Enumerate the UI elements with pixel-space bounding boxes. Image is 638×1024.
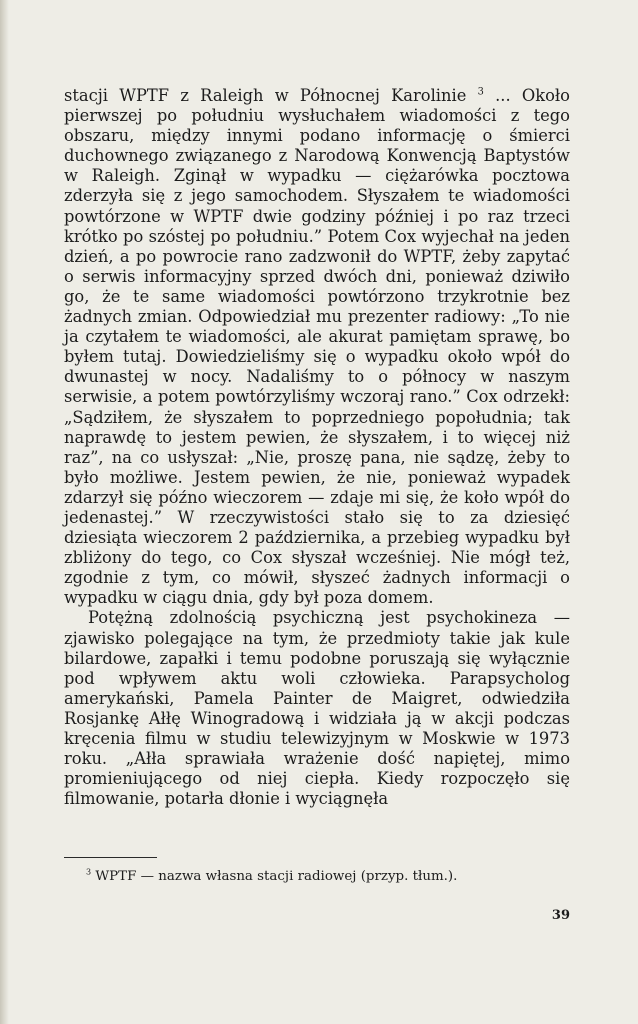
binding-edge xyxy=(0,0,9,1024)
footnote-divider xyxy=(64,857,157,858)
paragraph-2: Potężną zdolnością psychiczną jest psychokineza — zjawisko polegające na tym, że przedmioty takie jak kule bilardowe, zapałki i temu podobne poruszają się wyłącznie pod wpływem aktu woli człowieka. Parapsycholog amerykański, Pamela Painter de Maigret, odwiedziła Rosjankę Ałłę Winogradową i widziała ją w akcji podczas kręcenia filmu w studiu telewizyjnym w Moskwie w 1973 roku. „Ałła sprawiała wrażenie dość napiętej, mimo promieniującego od niej ciepła. Kiedy rozpoczęło się filmowanie, potarła dłonie i wyciągnęła xyxy=(64,608,570,809)
body-text xyxy=(64,86,570,809)
footnote-text: WPTF — nazwa własna stacji radiowej (przyp. tłum.). xyxy=(95,869,458,884)
page-number: 39 xyxy=(551,908,570,923)
paragraph-1-continuation: ... Około pierwszej po południu wysłuchałem wiadomości z tego obszaru, między innymi podano informację o śmierci duchownego związanego z Narodową Konwencją Baptystów w Raleigh. Zginął w wypadku — ciężarówka pocztowa zderzyła się z jego samochodem. Słyszałem te wiadomości powtórzone w WPTF dwie godziny później i po raz trzeci krótko po szóstej po południu.” Potem Cox wyjechał na jeden dzień, a po powrocie rano zadzwonił do WPTF, żeby zapytać o serwis informacyjny sprzed dwóch dni, ponieważ dziwiło go, że te same wiadomości powtórzono trzykrotnie bez żadnych zmian. Odpowiedział mu prezenter radiowy: „To nie ja czytałem te wiadomości, ale akurat pamiętam sprawę, bo byłem tutaj. Dowiedzieliśmy się o wypadku około wpół do dwunastej w nocy. Nadaliśmy to o północy w naszym serwisie, a potem powtórzyliśmy wczoraj rano.” Cox odrzekł: „Sądziłem, że słyszałem to poprzedniego popołudnia; tak naprawdę to jestem pewien, że słyszałem, i to więcej niż raz”, na co usłyszał: „Nie, proszę pana, nie sądzę, żeby to było możliwe. Jestem pewien, że nie, ponieważ wypadek zdarzył się późno wieczorem — zdaje mi się, że koło wpół do jedenastej.” W rzeczywistości stało się to za dziesięć dziesiąta wieczorem 2 października, a przebieg wypadku był zbliżony do tego, co Cox słyszał wcześniej. Nie mógł też, zgodnie z tym, co mówił, słyszeć żadnych informacji o wypadku w ciągu dnia, gdy był poza domem. xyxy=(64,86,570,608)
paragraph-1-start: stacji WPTF z Raleigh w Północnej Karolinie xyxy=(64,86,467,105)
footnote xyxy=(86,868,570,886)
footnote-marker: 3 xyxy=(86,867,92,877)
paragraph-1 xyxy=(64,86,570,608)
footnote-reference: 3 xyxy=(477,86,484,98)
